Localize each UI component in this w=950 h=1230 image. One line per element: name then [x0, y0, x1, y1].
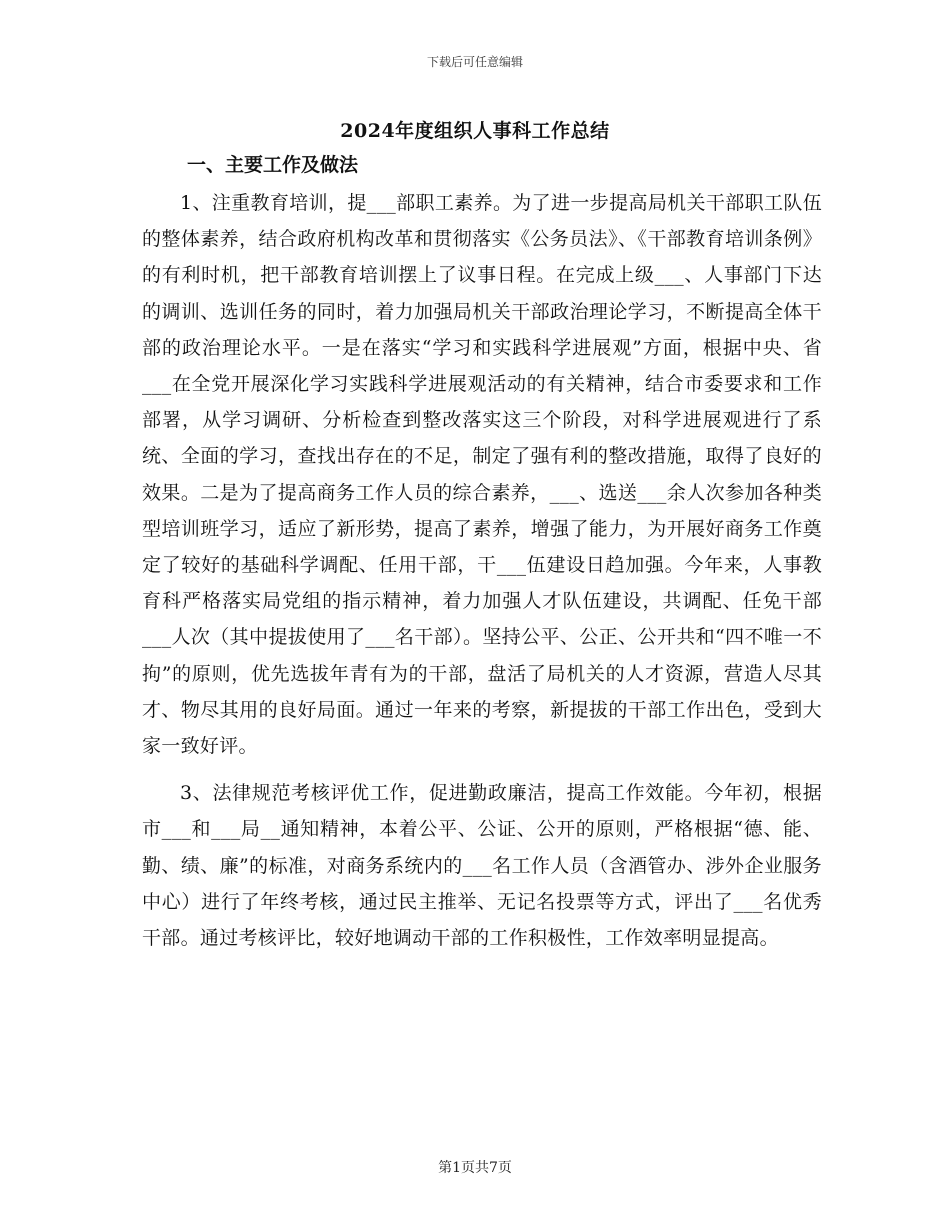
paragraph-spacer — [142, 764, 822, 775]
paragraph-2: 3、法律规范考核评优工作，促进勤政廉洁，提高工作效能。今年初，根据市___和___局__通知精神，本着公平、公证、公开的原则，严格根据“德、能、勤、绩、廉”的标准，对商务系统内的___名工作人员（含酒管办、涉外企业服务中心）进行了年终考核，通过民主推举、无记名投票等方式，评出了___名优秀干部。通过考核评比，较好地调动干部的工作积极性，工作效率明显提高。 — [142, 782, 822, 950]
document-title: 2024年度组织人事科工作总结 — [340, 120, 610, 142]
paragraph-1: 1、注重教育培训，提___部职工素养。为了进一步提高局机关干部职工队伍的整体素养，结合政府机构改革和贯彻落实《公务员法》、《干部教育培训条例》的有利时机，把干部教育培训摆上了议事日程。在完成上级___、人事部门下达的调训、选训任务的同时，着力加强局机关干部政治理论学习，不断提高全体干部的政治理论水平。一是在落实“学习和实践科学进展观”方面，根据中央、省___在全党开展深化学习实践科学进展观活动的有关精神，结合市委要求和工作部署，从学习调研、分析检查到整改落实这三个阶段，对科学进展观进行了系统、全面的学习，查找出存在的不足，制定了强有利的整改措施，取得了良好的效果。二是为了提高商务工作人员的综合素养，___、选送___余人次参加各种类型培训班学习，适应了新形势，提高了素养，增强了能力，为开展好商务工作奠定了较好的基础科学调配、任用干部，干___伍建设日趋加强。今年来，人事教育科严格落实局党组的指示精神，着力加强人才队伍建设，共调配、任免干部___人次（其中提拔使用了___名干部）。坚持公平、公正、公开共和“四不唯一不拘”的原则，优先选拔年青有为的干部，盘活了局机关的人才资源，营造人尽其才、物尽其用的良好局面。通过一年来的考察，新提拔的干部工作出色，受到大家一致好评。 — [142, 192, 822, 758]
page-header-note: 下载后可任意编辑 — [426, 55, 523, 69]
document-body — [142, 185, 822, 956]
section-heading: 一、主要工作及做法 — [187, 154, 359, 176]
page-number: 第1页共7页 — [438, 1160, 512, 1176]
